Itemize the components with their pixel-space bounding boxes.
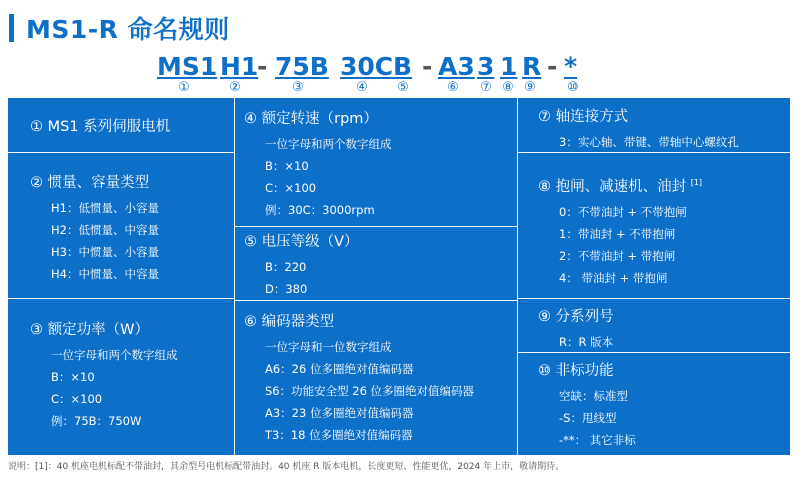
section-shaft [538, 108, 739, 149]
divider [8, 152, 234, 153]
list-item: B：220 [265, 260, 307, 274]
list-item: 一位字母和两个数字组成 [51, 348, 178, 362]
page-title: MS1-R 命名规则 [26, 15, 230, 44]
divider [517, 152, 790, 153]
code-index-5: ⑤ [397, 80, 409, 95]
footnote-ref: [1] [690, 178, 703, 187]
list-item: A6：26 位多圈绝对值编码器 [265, 362, 414, 376]
section-title: ③ 额定功率（W） [30, 322, 149, 338]
list-item: 4： 带油封 + 带抱闸 [559, 270, 668, 285]
section-subseries [538, 308, 614, 349]
code-3: 3 [477, 52, 495, 81]
code-index-3: ③ [292, 80, 304, 95]
list-item: B：×10 [265, 159, 309, 173]
code-ms1: MS1 [157, 52, 218, 81]
list-item: 空缺：标准型 [559, 389, 628, 403]
section-title: ② 惯量、容量类型 [30, 175, 150, 191]
title-accent-bar [9, 14, 14, 42]
divider [517, 352, 790, 353]
section-title: ④ 额定转速（rpm） [244, 111, 378, 127]
section-nonstandard [538, 362, 636, 447]
divider [517, 298, 790, 299]
code-dash-2: - [422, 52, 433, 81]
list-item: C：×100 [51, 392, 103, 406]
list-item: H3：中惯量、小容量 [51, 245, 159, 259]
list-item: -S：甩线型 [559, 411, 617, 425]
list-item: H4：中惯量、中容量 [51, 267, 159, 281]
list-item: C：×100 [265, 181, 317, 195]
section-title: ① MS1 系列伺服电机 [30, 119, 171, 135]
code-a3: A3 [438, 52, 475, 81]
code-star: * [564, 52, 578, 81]
section-title: ⑨ 分系列号 [538, 309, 614, 325]
code-index-1: ① [178, 80, 190, 95]
list-item: T3：18 位多圈绝对值编码器 [265, 428, 413, 442]
list-item: D：380 [265, 282, 308, 296]
code-index-10: ⑩ [567, 80, 579, 95]
code-index-9: ⑨ [524, 80, 536, 95]
list-item: 3：实心轴、带键、带轴中心螺纹孔 [559, 135, 739, 149]
section-title: ⑩ 非标功能 [538, 363, 614, 379]
divider [8, 298, 234, 299]
code-index-7: ⑦ [480, 80, 492, 95]
naming-rules-panel [8, 98, 790, 455]
footnote: 说明：[1]：40 机座电机标配不带油封，其余型号电机标配带油封。40 机座 R 版本电机，长度更短、性能更优，2024 年上市，敬请期待。 [8, 462, 565, 472]
code-index-6: ⑥ [447, 80, 459, 95]
divider [234, 98, 235, 455]
list-item: 一位字母和一位数字组成 [265, 340, 392, 354]
code-index-8: ⑧ [502, 80, 514, 95]
section-title: ⑤ 电压等级（V） [244, 234, 359, 250]
list-item: R：R 版本 [559, 335, 614, 349]
list-item: S6：功能安全型 26 位多圈绝对值编码器 [265, 384, 475, 398]
code-b: B [393, 52, 413, 81]
list-item: 0：不带油封 + 不带抱闸 [559, 204, 687, 219]
section-brake [538, 174, 702, 285]
code-index-2: ② [229, 80, 241, 95]
section-power [30, 321, 178, 428]
code-dash-3: - [547, 52, 558, 81]
code-1: 1 [500, 52, 518, 81]
section-title: ⑦ 轴连接方式 [538, 109, 629, 125]
code-75b: 75B [275, 52, 329, 81]
section-voltage [244, 233, 359, 296]
list-item: 例：75B：750W [51, 414, 142, 428]
list-item: 2：不带油封 + 带抱闸 [559, 248, 676, 263]
section-series [30, 118, 170, 136]
list-item: 一位字母和两个数字组成 [265, 137, 392, 151]
section-encoder [244, 313, 474, 442]
section-speed [244, 110, 392, 217]
section-title [538, 174, 702, 196]
code-r: R [522, 52, 542, 81]
code-dash-1: - [257, 52, 268, 81]
list-item: A3：23 位多圈绝对值编码器 [265, 406, 414, 420]
list-item: H1：低惯量、小容量 [51, 201, 159, 215]
code-h1: H1 [220, 52, 259, 81]
section-inertia [30, 174, 159, 281]
list-item: H2：低惯量、中容量 [51, 223, 159, 237]
divider [234, 226, 517, 227]
code-index-4: ④ [356, 80, 368, 95]
list-item: -**： 其它非标 [559, 433, 636, 447]
list-item: 例：30C：3000rpm [265, 203, 375, 217]
code-30c: 30C [340, 52, 394, 81]
section-title: ⑥ 编码器类型 [244, 314, 335, 330]
list-item: B：×10 [51, 370, 95, 384]
list-item: 1：带油封 + 不带抱闸 [559, 226, 676, 241]
divider [234, 300, 517, 301]
section-title-text: ⑧ 抱闸、减速机、油封 [538, 178, 687, 195]
